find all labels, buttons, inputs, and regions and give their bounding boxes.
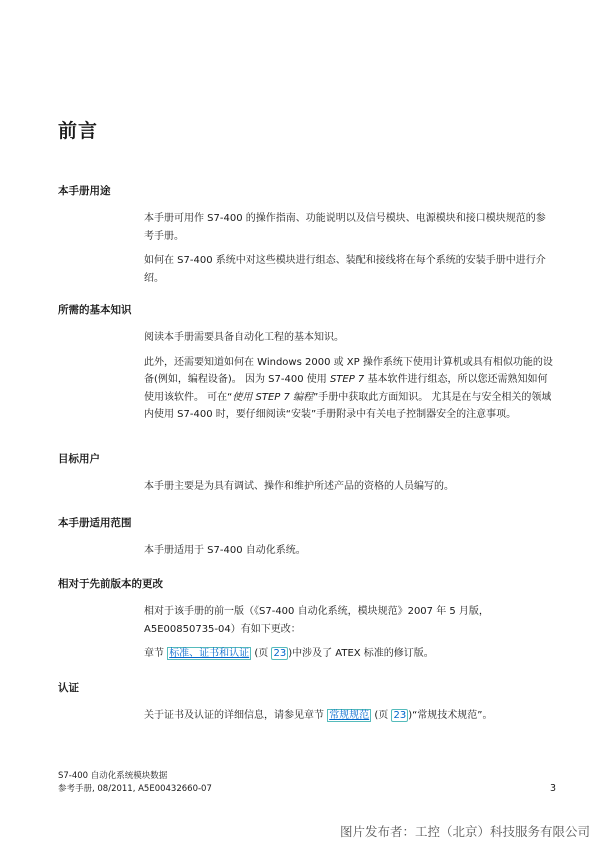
section-heading-scope: 本手册适用范围 xyxy=(58,517,132,529)
page-reference-link[interactable]: 23 xyxy=(273,648,287,659)
paragraph: 本手册主要是为具有调试、操作和维护所述产品的资格的人员编写的。 xyxy=(144,481,454,492)
section-required-knowledge xyxy=(58,302,553,424)
paragraph: 如何在 S7-400 系统中对这些模块进行组态、装配和接线将在每个系统的安装手册中进行介绍。 xyxy=(144,255,546,284)
paragraph xyxy=(144,354,554,424)
manual-title: 使用 STEP 7 编程 xyxy=(232,391,314,403)
section-changes xyxy=(58,576,548,663)
text-segment: )中涉及了 ATEX 标准的修订版。 xyxy=(288,648,434,659)
text-segment: 章节 xyxy=(144,648,168,659)
link-standards-certificates[interactable]: 标准、证书和认证 xyxy=(169,648,250,659)
section-scope xyxy=(58,515,548,560)
text-segment: 此外，还需要知道如何在 Windows 2000 或 XP 操作系统下使用计算机或具有相似功能的设备(例如，编程设备)。 因为 S7-400 使用 xyxy=(144,356,553,385)
paragraph: 相对于该手册的前一版（《S7-400 自动化系统，模块规范》2007 年 5 月版，A5E00850735-04）有如下更改： xyxy=(144,606,489,635)
section-heading-purpose: 本手册用途 xyxy=(58,185,111,197)
section-certification xyxy=(58,680,548,725)
section-target-audience xyxy=(58,451,548,496)
footer-document-info: 参考手册, 08/2011, A5E00432660-07 xyxy=(58,784,212,794)
text-segment: (页 xyxy=(371,710,392,721)
section-heading-certification: 认证 xyxy=(58,682,79,694)
text-segment: (页 xyxy=(251,648,272,659)
publisher-watermark: 图片发布者：工控（北京）科技服务有限公司 xyxy=(339,824,590,839)
paragraph xyxy=(144,645,554,663)
text-segment: 基本软件进行组态，所以您还需熟知如何使用该软件。 可在“ xyxy=(144,374,548,403)
page-title: 前言 xyxy=(58,120,99,142)
section-heading-changes: 相对于先前版本的更改 xyxy=(58,578,163,590)
link-general-specifications[interactable]: 常规规范 xyxy=(329,710,370,721)
page-reference-link[interactable]: 23 xyxy=(393,710,407,721)
software-name: STEP 7 xyxy=(329,374,365,385)
section-heading-required-knowledge: 所需的基本知识 xyxy=(58,304,132,316)
page-footer xyxy=(58,770,212,796)
paragraph: 本手册适用于 S7-400 自动化系统。 xyxy=(144,545,306,556)
page-number: 3 xyxy=(549,783,556,794)
text-segment: )“常规技术规范”。 xyxy=(408,710,493,721)
footer-document-title: S7-400 自动化系统模块数据 xyxy=(58,771,168,781)
text-segment: 关于证书及认证的详细信息，请参见章节 xyxy=(144,710,328,721)
paragraph: 阅读本手册需要具备自动化工程的基本知识。 xyxy=(144,332,344,343)
text-segment: ”手册中获取此方面知识。 尤其是在与安全相关的领域内使用 S7-400 时，要仔细阅读“安装”手册附录中有关电子控制器安全的注意事项。 xyxy=(144,391,552,420)
section-heading-target-audience: 目标用户 xyxy=(58,453,100,465)
section-purpose xyxy=(58,183,548,287)
paragraph xyxy=(144,707,554,725)
paragraph: 本手册可用作 S7-400 的操作指南、功能说明以及信号模块、电源模块和接口模块规范的参考手册。 xyxy=(144,213,546,242)
